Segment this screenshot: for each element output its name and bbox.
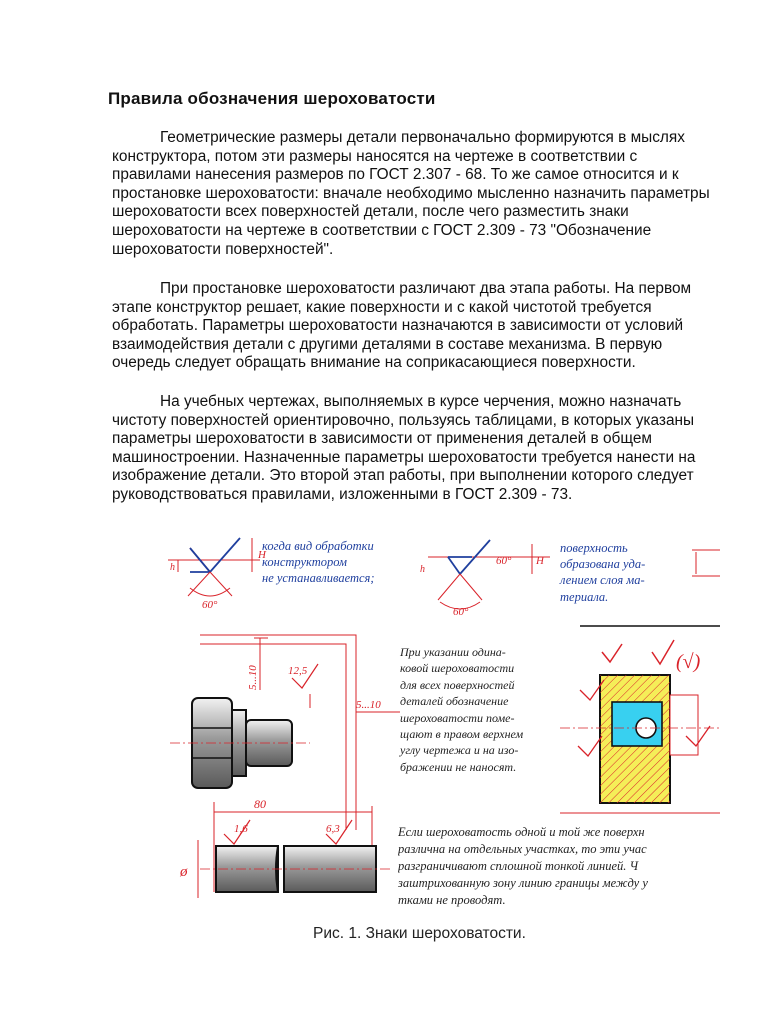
corner-sign-label: (√) (676, 651, 701, 673)
H-label-2: H (536, 555, 544, 567)
note-line: заштрихованную зону линию границы между у (398, 876, 648, 890)
h-label-2: h (420, 564, 425, 575)
note-line: углу чертежа и на изо- (400, 743, 519, 758)
angle-label-2: 60° (496, 555, 512, 567)
h-label: h (170, 562, 175, 573)
note-line: бражении не наносят. (400, 759, 517, 774)
note-line: различна на отдельных участках, то эти учас (398, 842, 647, 856)
note-line: разграничивают сплошной тонкой линией. Ч (398, 859, 639, 873)
removal-roughness-sign (420, 540, 550, 618)
sign2-note-line: поверхность (560, 541, 628, 555)
sign2-note-line: териала. (560, 589, 609, 604)
angle-label: 60° (202, 599, 218, 611)
roughness-figure (160, 530, 720, 920)
basic-roughness-sign (168, 538, 267, 611)
sign2-note (560, 540, 645, 605)
zones-note (398, 824, 720, 909)
shaft-drawing (179, 797, 390, 898)
bracket-drawing (560, 675, 720, 813)
shaft-length-label: 80 (254, 797, 266, 811)
sign2-note-line: образована уда- (560, 557, 646, 572)
paragraph-2: При простановке шероховатости различают два этапа работы. На первом этапе конструктор решает, какие поверхности и с какой чистотой требуется обработать. Параметры шероховатости назначаются в зависимости от условий взаимодействия детали с другими деталями в составе механизма. В первую очередь следует обращать внимание на соприкасающиеся поверхности. (112, 280, 692, 372)
paragraph-3: На учебных чертежах, выполняемых в курсе черчения, можно назначать чистоту поверхностей ориентировочно, пользуясь таблицами, в которых указаны параметры шероховатости в зависимости от применения деталей в общем машиностроении. Назначенные параметры шероховатости требуется нанести на изображение детали. Это второй этап работы, при выполнении которого следует руководствоваться правилами, изложенными в ГОСТ 2.309 - 73. (112, 393, 696, 503)
note-line: шероховатости поме- (400, 710, 515, 725)
dim-5-10-vertical: 5...10 (247, 665, 259, 690)
note-line: При указании одина- (400, 645, 506, 659)
note-line: деталей обозначение (400, 694, 509, 709)
H-label: H (258, 549, 266, 561)
shaft-ra1-label: 1,6 (234, 823, 248, 835)
bolt-ra-label: 12,5 (288, 665, 308, 677)
sign1-note-line: конструктором (262, 555, 347, 570)
sign1-note-line: когда вид обработки (262, 539, 374, 553)
angle-label-3: 60° (453, 606, 469, 618)
note-line: щают в правом верхнем (400, 727, 524, 742)
dim-5-10-horizontal: 5...10 (356, 699, 381, 711)
figure-caption: Рис. 1. Знаки шероховатости. (313, 925, 526, 942)
sign1-note (262, 538, 375, 587)
same-roughness-note-icons (602, 640, 701, 673)
same-roughness-note (400, 644, 523, 775)
sign1-note-line: не устанавливается; (262, 571, 375, 586)
note-line: тками не проводят. (398, 893, 506, 907)
paragraph-1: Геометрические размеры детали первоначально формируются в мыслях конструктора, потом эти размеры наносятся на чертеже в соответствии с правилами нанесения размеров по ГОСТ 2.307 - 68. То же самое относится и к простановке шероховатости: вначале необходимо мысленно назначить параметры шероховатости всех поверхностей детали, после чего разместить знаки шероховатости на чертеже в соответствии с ГОСТ 2.309 - 73 "Обозначение шероховатости поверхностей". (112, 129, 710, 258)
sign2-note-line: лением слоя ма- (560, 573, 645, 588)
note-line: ковой шероховатости (400, 661, 515, 676)
page-title: Правила обозначения шероховатости (108, 89, 436, 108)
note-line: для всех поверхностей (400, 677, 515, 692)
diameter-symbol: ø (180, 864, 188, 880)
bolt-drawing (170, 664, 318, 788)
note-line: Если шероховатость одной и той же поверхн (398, 825, 645, 839)
shaft-ra2-label: 6,3 (326, 823, 340, 835)
